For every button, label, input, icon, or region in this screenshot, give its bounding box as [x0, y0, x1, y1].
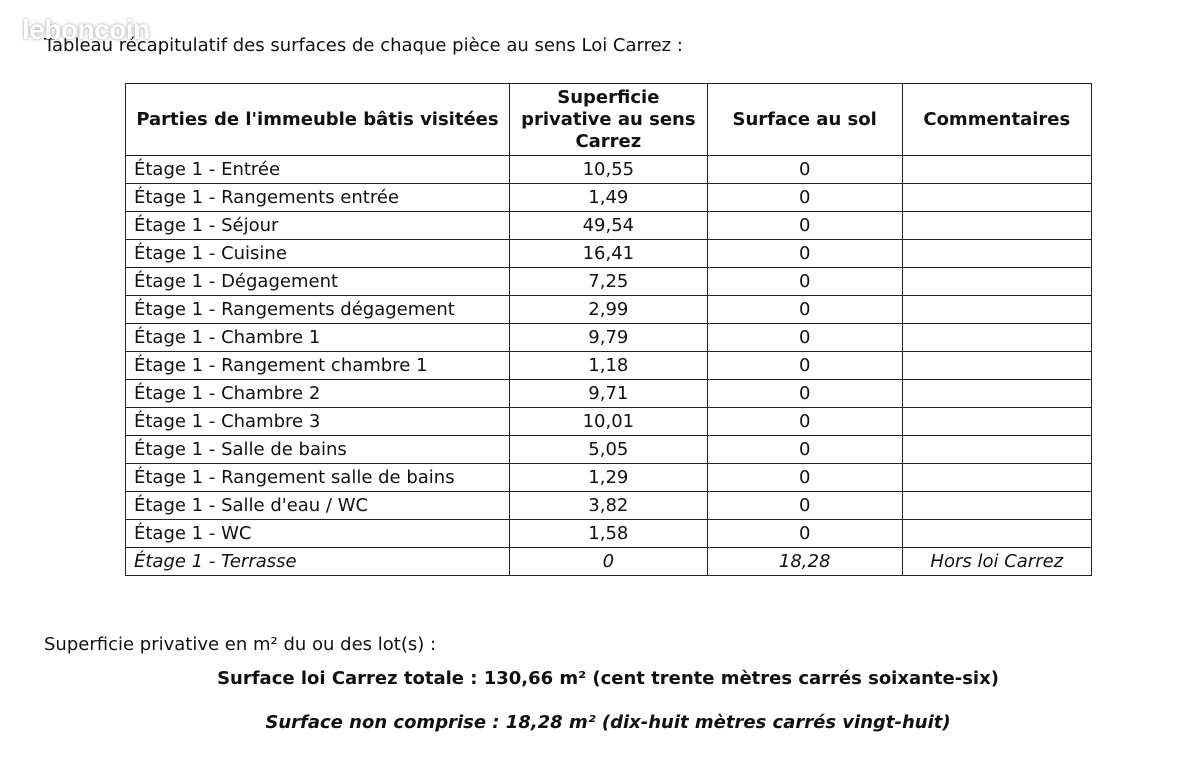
- table-row: [126, 296, 1092, 324]
- table-row: [126, 380, 1092, 408]
- cell-part: Étage 1 - Cuisine: [126, 240, 510, 268]
- cell-carrez: 3,82: [509, 492, 707, 520]
- cell-comment: [902, 380, 1091, 408]
- cell-surface-sol: 0: [707, 212, 902, 240]
- cell-carrez: 49,54: [509, 212, 707, 240]
- header-carrez: Superficie privative au sens Carrez: [509, 84, 707, 156]
- cell-comment: [902, 212, 1091, 240]
- table-row: [126, 520, 1092, 548]
- cell-comment: [902, 408, 1091, 436]
- table-body: [126, 156, 1092, 576]
- cell-surface-sol: 0: [707, 324, 902, 352]
- cell-comment: [902, 492, 1091, 520]
- cell-carrez: 10,01: [509, 408, 707, 436]
- cell-carrez: 9,79: [509, 324, 707, 352]
- cell-part: Étage 1 - Rangement chambre 1: [126, 352, 510, 380]
- header-part: Parties de l'immeuble bâtis visitées: [126, 84, 510, 156]
- summary-label: Superficie privative en m² du ou des lot(s) :: [44, 634, 437, 655]
- cell-comment: Hors loi Carrez: [902, 548, 1091, 576]
- cell-comment: [902, 240, 1091, 268]
- table-row: [126, 436, 1092, 464]
- cell-part: Étage 1 - Chambre 3: [126, 408, 510, 436]
- cell-part: Étage 1 - Salle de bains: [126, 436, 510, 464]
- carrez-surface-table: [125, 83, 1092, 576]
- table-row: [126, 212, 1092, 240]
- cell-part: Étage 1 - Rangement salle de bains: [126, 464, 510, 492]
- cell-surface-sol: 0: [707, 464, 902, 492]
- cell-part: Étage 1 - Terrasse: [126, 548, 510, 576]
- table-row: [126, 324, 1092, 352]
- cell-comment: [902, 296, 1091, 324]
- cell-part: Étage 1 - Rangements entrée: [126, 184, 510, 212]
- cell-surface-sol: 0: [707, 268, 902, 296]
- cell-part: Étage 1 - Salle d'eau / WC: [126, 492, 510, 520]
- cell-part: Étage 1 - Rangements dégagement: [126, 296, 510, 324]
- cell-carrez: 16,41: [509, 240, 707, 268]
- cell-surface-sol: 0: [707, 352, 902, 380]
- leboncoin-watermark: leboncoin: [22, 14, 150, 45]
- table-row: [126, 492, 1092, 520]
- table-row: [126, 408, 1092, 436]
- cell-comment: [902, 184, 1091, 212]
- cell-comment: [902, 268, 1091, 296]
- cell-carrez: 10,55: [509, 156, 707, 184]
- cell-surface-sol: 0: [707, 492, 902, 520]
- table-row: [126, 548, 1092, 576]
- cell-comment: [902, 520, 1091, 548]
- cell-comment: [902, 436, 1091, 464]
- table-row: [126, 352, 1092, 380]
- cell-surface-sol: 0: [707, 156, 902, 184]
- table-intro-text: Tableau récapitulatif des surfaces de chaque pièce au sens Loi Carrez :: [44, 35, 683, 56]
- cell-carrez: 1,29: [509, 464, 707, 492]
- cell-part: Étage 1 - Entrée: [126, 156, 510, 184]
- cell-surface-sol: 0: [707, 436, 902, 464]
- cell-comment: [902, 464, 1091, 492]
- total-carrez-surface: Surface loi Carrez totale : 130,66 m² (cent trente mètres carrés soixante-six): [217, 668, 999, 689]
- cell-carrez: 2,99: [509, 296, 707, 324]
- cell-part: Étage 1 - Chambre 2: [126, 380, 510, 408]
- cell-comment: [902, 156, 1091, 184]
- cell-carrez: 9,71: [509, 380, 707, 408]
- header-surface-sol: Surface au sol: [707, 84, 902, 156]
- cell-part: Étage 1 - Dégagement: [126, 268, 510, 296]
- cell-surface-sol: 18,28: [707, 548, 902, 576]
- cell-carrez: 5,05: [509, 436, 707, 464]
- cell-surface-sol: 0: [707, 296, 902, 324]
- table-row: [126, 184, 1092, 212]
- cell-part: Étage 1 - Séjour: [126, 212, 510, 240]
- table-row: [126, 464, 1092, 492]
- cell-surface-sol: 0: [707, 380, 902, 408]
- cell-carrez: 7,25: [509, 268, 707, 296]
- cell-surface-sol: 0: [707, 184, 902, 212]
- cell-carrez: 1,49: [509, 184, 707, 212]
- cell-surface-sol: 0: [707, 520, 902, 548]
- cell-surface-sol: 0: [707, 240, 902, 268]
- header-comments: Commentaires: [902, 84, 1091, 156]
- excluded-surface: Surface non comprise : 18,28 m² (dix-huit mètres carrés vingt-huit): [265, 712, 951, 733]
- cell-comment: [902, 324, 1091, 352]
- cell-part: Étage 1 - WC: [126, 520, 510, 548]
- table-row: [126, 240, 1092, 268]
- cell-carrez: 1,58: [509, 520, 707, 548]
- cell-surface-sol: 0: [707, 408, 902, 436]
- table-header-row: [126, 84, 1092, 156]
- cell-carrez: 1,18: [509, 352, 707, 380]
- table-row: [126, 268, 1092, 296]
- cell-comment: [902, 352, 1091, 380]
- table-row: [126, 156, 1092, 184]
- cell-carrez: 0: [509, 548, 707, 576]
- cell-part: Étage 1 - Chambre 1: [126, 324, 510, 352]
